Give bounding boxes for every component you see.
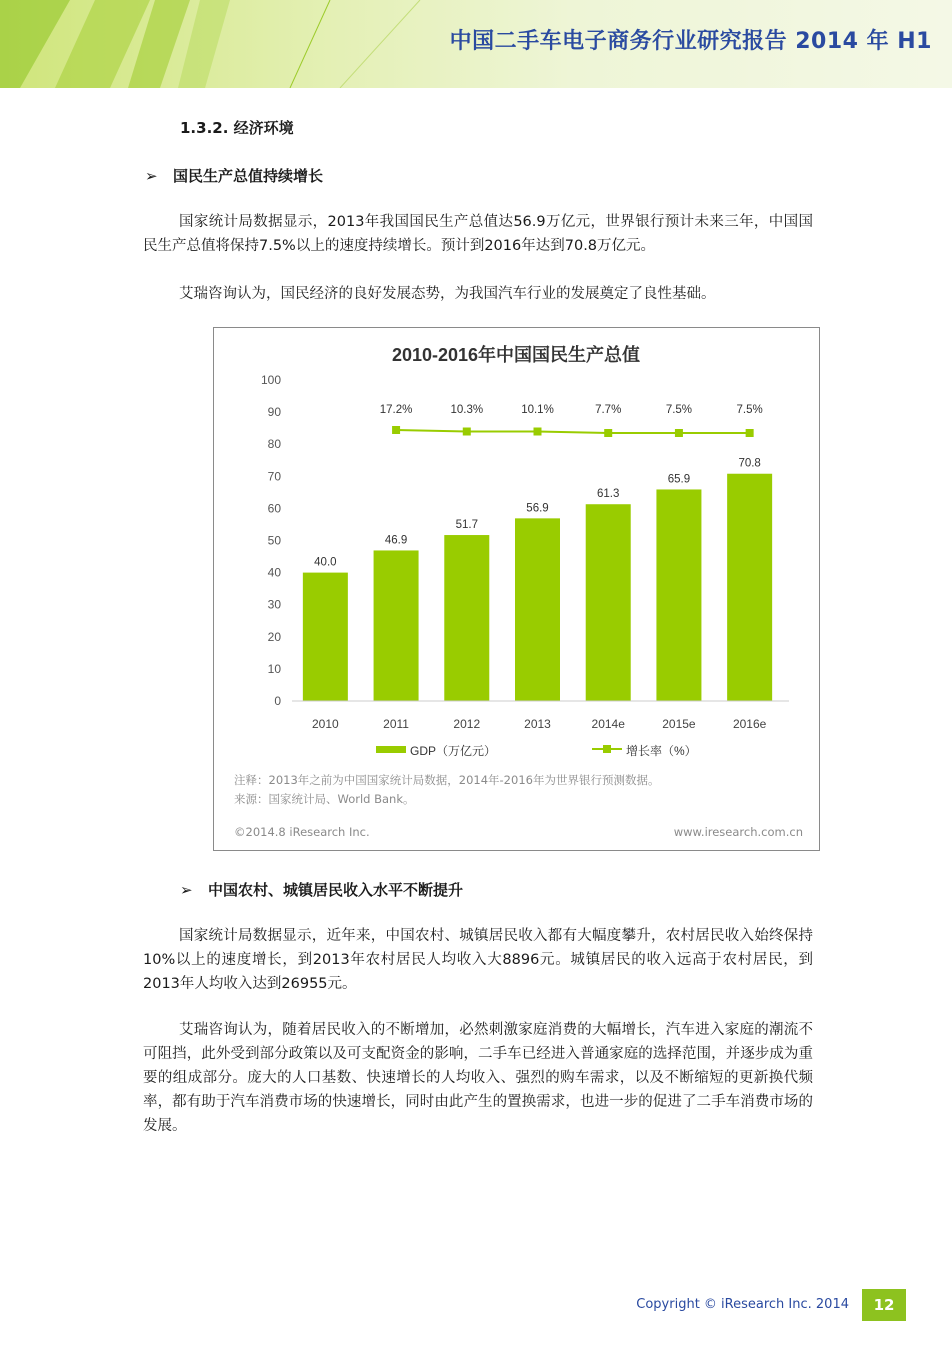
x-tick-label: 2011	[383, 717, 409, 731]
gdp-bar	[444, 535, 489, 701]
gdp-bar	[303, 573, 348, 701]
bullet-heading-gdp	[145, 165, 323, 186]
bullet-heading-income	[180, 879, 463, 900]
y-tick-label: 60	[267, 501, 281, 516]
growth-rate-label: 7.7%	[595, 404, 622, 416]
growth-rate-label: 7.5%	[736, 404, 763, 416]
y-tick-label: 10	[267, 661, 281, 676]
paragraph-income-opinion: 艾瑞咨询认为，随着居民收入的不断增加，必然刺激家庭消费的大幅增长，汽车进入家庭的潮流不可阻挡，此外受到部分政策以及可支配资金的影响，二手车已经进入普通家庭的选择范围，并逐步成为重要的组成部分。庞大的人口基数、快速增长的人均收入、强烈的购车需求，以及不断缩短的更新换代频率，都有助于汽车消费市场的快速增长，同时由此产生的置换需求，也进一步的促进了二手车消费市场的发展。	[143, 1022, 813, 1134]
growth-rate-label: 7.5%	[665, 404, 693, 416]
legend-gdp-swatch	[376, 746, 406, 753]
bullet-arrow-icon: ➢	[145, 167, 158, 185]
footer-copyright: Copyright © iResearch Inc. 2014	[636, 1297, 849, 1312]
growth-rate-label: 10.3%	[450, 404, 484, 416]
paragraph-gdp-stats: 国家统计局数据显示，2013年我国国民生产总值达56.9万亿元，世界银行预计未来三年，中国国民生产总值将保持7.5%以上的速度持续增长。预计到2016年达到70.8万亿元。	[143, 214, 813, 254]
report-title: 中国二手车电子商务行业研究报告 2014 年 H1	[449, 29, 932, 54]
page-number: 12	[862, 1289, 906, 1321]
bullet-arrow-icon: ➢	[180, 881, 193, 899]
x-tick-label: 2015e	[662, 717, 696, 731]
y-tick-label: 40	[267, 565, 281, 580]
y-tick-label: 70	[267, 469, 281, 484]
legend-growth-marker	[603, 745, 611, 753]
gdp-bar	[656, 489, 701, 701]
growth-rate-point	[675, 429, 683, 437]
y-tick-label: 30	[267, 597, 281, 612]
y-tick-label: 50	[267, 533, 281, 548]
chart-note: 注释：2013年之前为中国国家统计局数据，2014年-2016年为世界银行预测数据。	[234, 773, 660, 787]
growth-rate-point	[746, 429, 754, 437]
gdp-bar-label: 46.9	[384, 534, 408, 547]
section-heading: 1.3.2. 经济环境	[180, 119, 294, 137]
gdp-bar	[515, 518, 560, 701]
y-tick-label: 20	[267, 629, 281, 644]
x-tick-label: 2014e	[591, 717, 625, 731]
chart-copyright: ©2014.8 iResearch Inc.	[234, 825, 370, 839]
gdp-bar	[586, 504, 631, 701]
paragraph-gdp-opinion: 艾瑞咨询认为，国民经济的良好发展态势，为我国汽车行业的发展奠定了良性基础。	[179, 286, 716, 302]
legend-growth-label: 增长率（%）	[626, 744, 697, 758]
bullet-heading-text: 中国农村、城镇居民收入水平不断提升	[208, 881, 464, 899]
x-tick-label: 2010	[312, 717, 339, 731]
gdp-bar	[374, 550, 419, 701]
x-tick-label: 2012	[453, 717, 481, 731]
gdp-bar-label: 40.0	[314, 556, 337, 569]
growth-rate-label: 10.1%	[521, 404, 554, 416]
paragraph-income-stats: 国家统计局数据显示，近年来，中国农村、城镇居民收入都有大幅度攀升，农村居民收入始终保持10%以上的速度增长，到2013年农村居民人均收入大8896元。城镇居民的收入远高于农村居民，到2013年人均收入达到26955元。	[143, 928, 813, 992]
growth-rate-point	[392, 426, 400, 434]
gdp-bar-label: 56.9	[526, 502, 549, 515]
growth-rate-point	[534, 428, 542, 436]
gdp-chart	[213, 327, 820, 851]
gdp-bar-label: 65.9	[667, 473, 691, 486]
chart-title: 2010-2016年中国国民生产总值	[391, 345, 641, 365]
growth-rate-point	[463, 428, 471, 436]
x-tick-label: 2013	[524, 717, 551, 731]
gdp-bar	[727, 474, 772, 701]
growth-rate-point	[604, 429, 612, 437]
bullet-heading-text: 国民生产总值持续增长	[173, 167, 324, 185]
chart-website: www.iresearch.com.cn	[673, 825, 803, 839]
gdp-bar-label: 61.3	[597, 488, 620, 501]
growth-rate-label: 17.2%	[379, 404, 413, 416]
chart-source: 来源：国家统计局、World Bank。	[234, 792, 415, 806]
growth-rate-line	[396, 430, 750, 433]
gdp-bar-label: 70.8	[738, 457, 761, 470]
y-tick-label: 90	[267, 405, 281, 420]
y-tick-label: 80	[267, 437, 281, 452]
y-tick-label: 0	[274, 694, 281, 708]
legend-gdp-label: GDP（万亿元）	[410, 744, 497, 758]
x-tick-label: 2016e	[732, 717, 767, 731]
y-tick-label: 100	[260, 373, 281, 387]
gdp-bar-label: 51.7	[455, 519, 478, 532]
